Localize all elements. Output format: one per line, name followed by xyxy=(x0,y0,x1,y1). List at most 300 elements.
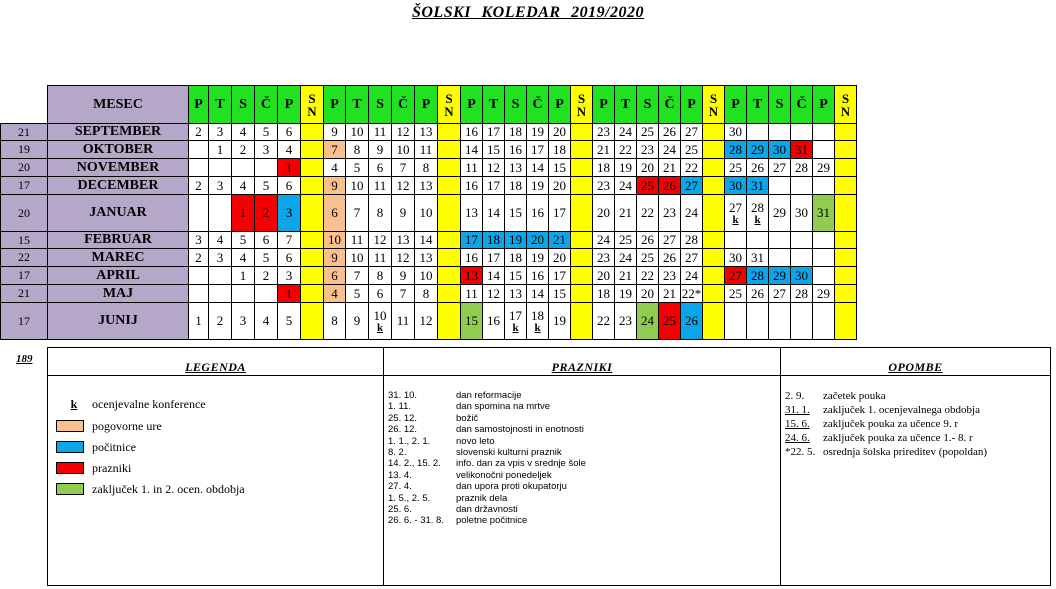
day-cell: 9 xyxy=(392,195,415,232)
day-cell: 20 xyxy=(549,124,571,141)
day-cell: 1 xyxy=(232,195,255,232)
holiday-date: 1. 5., 2. 5. xyxy=(388,492,431,504)
holiday-date: 14. 2., 15. 2. xyxy=(388,458,441,470)
month-header: MESEC xyxy=(48,86,189,124)
weekday-header: P xyxy=(725,86,747,124)
day-cell: 27 xyxy=(659,232,681,249)
day-cell: 9 xyxy=(392,267,415,285)
legend-title: LEGENDA xyxy=(185,360,246,374)
day-cell: 5 xyxy=(232,232,255,249)
day-cell xyxy=(747,195,769,232)
school-days-count: 20 xyxy=(1,195,48,232)
day-cell: 7 xyxy=(346,195,369,232)
day-cell: 11 xyxy=(392,303,415,340)
legend-section xyxy=(48,348,384,585)
day-cell xyxy=(791,177,813,195)
weekend-cell xyxy=(438,232,461,249)
note-text: začetek pouka xyxy=(823,390,886,402)
day-cell: 12 xyxy=(415,303,438,340)
day-cell xyxy=(725,232,747,249)
weekend-cell xyxy=(571,159,593,177)
day-cell: 14 xyxy=(483,267,505,285)
school-days-count: 17 xyxy=(1,177,48,195)
weekday-header: P xyxy=(324,86,346,124)
weekend-cell xyxy=(835,249,857,267)
day-cell: 28 xyxy=(681,232,703,249)
day-cell: 1 xyxy=(278,159,301,177)
weekday-header: S xyxy=(232,86,255,124)
day-cell: 1 xyxy=(278,285,301,303)
day-cell: 20 xyxy=(637,285,659,303)
month-name: APRIL xyxy=(48,267,189,285)
holiday-name: dan reformacije xyxy=(456,390,522,401)
day-cell: 25 xyxy=(681,141,703,159)
weekday-header: P xyxy=(813,86,835,124)
day-cell: 11 xyxy=(461,159,483,177)
holiday-name: dan upora proti okupatorju xyxy=(456,481,567,493)
day-cell: 16 xyxy=(505,141,527,159)
holiday-name: dan državnosti xyxy=(456,504,518,515)
weekend-cell xyxy=(571,249,593,267)
note-date: 31. 1. xyxy=(785,404,810,416)
day-cell xyxy=(232,159,255,177)
day-cell xyxy=(725,195,747,232)
day-cell: 11 xyxy=(369,124,392,141)
day-cell: 6 xyxy=(278,177,301,195)
day-cell: 21 xyxy=(615,195,637,232)
day-cell xyxy=(209,159,232,177)
weekday-header: P xyxy=(593,86,615,124)
day-cell: 21 xyxy=(659,159,681,177)
weekend-cell xyxy=(703,285,725,303)
school-days-count: 17 xyxy=(1,303,48,340)
day-cell: 20 xyxy=(527,232,549,249)
day-cell: 1 xyxy=(209,141,232,159)
day-cell: 4 xyxy=(278,141,301,159)
weekend-cell xyxy=(835,303,857,340)
calendar-table xyxy=(0,85,857,340)
day-cell: 22 xyxy=(637,195,659,232)
day-cell xyxy=(369,303,392,340)
day-cell: 10 xyxy=(415,195,438,232)
holiday-name: božič xyxy=(456,412,479,424)
weekend-cell xyxy=(703,195,725,232)
day-cell: 11 xyxy=(461,285,483,303)
day-cell: 20 xyxy=(549,177,571,195)
day-cell: 6 xyxy=(278,124,301,141)
day-cell: 29 xyxy=(769,195,791,232)
legend-swatch xyxy=(56,441,84,453)
day-cell: 24 xyxy=(637,303,659,340)
day-number: 10 xyxy=(373,307,387,323)
weekday-header: P xyxy=(461,86,483,124)
day-cell: 6 xyxy=(324,195,346,232)
month-name: SEPTEMBER xyxy=(48,124,189,141)
legend-label: zaključek 1. in 2. ocen. obdobja xyxy=(92,482,245,496)
day-cell: 10 xyxy=(346,124,369,141)
day-cell: 5 xyxy=(278,303,301,340)
day-cell: 30 xyxy=(725,177,747,195)
day-cell: 31 xyxy=(813,195,835,232)
day-cell xyxy=(189,285,209,303)
note-date: 15. 6. xyxy=(785,418,810,430)
day-cell: 19 xyxy=(527,124,549,141)
day-cell: 30 xyxy=(769,141,791,159)
day-cell xyxy=(747,303,769,340)
day-cell: 18 xyxy=(593,285,615,303)
weekday-header: P xyxy=(681,86,703,124)
day-cell: 24 xyxy=(659,141,681,159)
day-cell: 23 xyxy=(615,303,637,340)
month-row xyxy=(1,141,857,159)
day-cell: 5 xyxy=(255,124,278,141)
day-cell: 25 xyxy=(659,303,681,340)
day-cell: 3 xyxy=(255,141,278,159)
day-cell: 6 xyxy=(369,159,392,177)
month-row xyxy=(1,232,857,249)
day-cell: 17 xyxy=(549,195,571,232)
day-cell xyxy=(747,232,769,249)
legend-swatch xyxy=(56,462,84,474)
day-cell: 6 xyxy=(324,267,346,285)
note-text: zaključek 1. ocenjevalnega obdobja xyxy=(823,404,980,416)
day-number: 28 xyxy=(751,199,764,215)
day-cell: 28 xyxy=(791,285,813,303)
day-cell: 19 xyxy=(549,303,571,340)
day-cell: 10 xyxy=(346,249,369,267)
day-cell: 12 xyxy=(392,249,415,267)
weekday-header: Č xyxy=(659,86,681,124)
day-cell: 24 xyxy=(593,232,615,249)
weekend-cell xyxy=(571,303,593,340)
weekend-header: S N xyxy=(835,86,857,124)
day-cell: 28 xyxy=(725,141,747,159)
day-cell: 18 xyxy=(593,159,615,177)
day-cell: 29 xyxy=(747,141,769,159)
day-cell: 2 xyxy=(255,195,278,232)
day-cell: 9 xyxy=(324,177,346,195)
weekend-cell xyxy=(438,141,461,159)
weekend-cell xyxy=(301,195,324,232)
weekend-cell xyxy=(835,232,857,249)
notes-title: OPOMBE xyxy=(888,360,943,374)
day-cell: 12 xyxy=(392,124,415,141)
day-cell: 25 xyxy=(637,177,659,195)
day-cell: 22 xyxy=(637,267,659,285)
weekend-cell xyxy=(835,177,857,195)
day-cell xyxy=(813,267,835,285)
day-cell: 7 xyxy=(392,285,415,303)
day-cell: 2 xyxy=(209,303,232,340)
day-cell: 4 xyxy=(324,285,346,303)
day-cell: 10 xyxy=(346,177,369,195)
page-title: ŠOLSKI KOLEDAR 2019/2020 xyxy=(411,4,645,21)
legend-label: prazniki xyxy=(92,461,132,475)
day-cell: 2 xyxy=(189,124,209,141)
month-name: NOVEMBER xyxy=(48,159,189,177)
legend-panel xyxy=(47,347,1051,586)
day-cell xyxy=(255,159,278,177)
weekend-cell xyxy=(571,285,593,303)
weekend-cell xyxy=(438,159,461,177)
day-cell xyxy=(209,285,232,303)
month-name: MAJ xyxy=(48,285,189,303)
school-days-count: 21 xyxy=(1,285,48,303)
day-cell xyxy=(232,285,255,303)
day-cell: 9 xyxy=(324,249,346,267)
month-name: JANUAR xyxy=(48,195,189,232)
weekend-cell xyxy=(835,267,857,285)
day-cell: 22 xyxy=(681,159,703,177)
day-cell: 25 xyxy=(637,124,659,141)
weekend-header: S N xyxy=(703,86,725,124)
day-cell: 3 xyxy=(209,124,232,141)
holiday-date: 1. 11. xyxy=(388,401,412,413)
day-cell: 27 xyxy=(681,177,703,195)
weekend-cell xyxy=(301,285,324,303)
holiday-date: 31. 10. xyxy=(388,390,418,401)
day-cell: 27 xyxy=(769,159,791,177)
holiday-date: 25. 12. xyxy=(388,412,418,424)
day-cell: 9 xyxy=(324,124,346,141)
weekday-header: P xyxy=(189,86,209,124)
weekend-cell xyxy=(301,124,324,141)
weekday-header: Č xyxy=(527,86,549,124)
day-cell: 26 xyxy=(659,177,681,195)
day-cell xyxy=(189,141,209,159)
month-row xyxy=(1,303,857,340)
day-cell: 2 xyxy=(232,141,255,159)
holiday-date: 26. 6. - 31. 8. xyxy=(388,515,444,527)
day-cell: 4 xyxy=(255,303,278,340)
weekend-cell xyxy=(571,195,593,232)
day-cell: 21 xyxy=(615,267,637,285)
day-cell: 7 xyxy=(324,141,346,159)
day-cell: 23 xyxy=(659,195,681,232)
day-cell: 5 xyxy=(346,285,369,303)
holiday-name: praznik dela xyxy=(456,492,508,504)
day-cell: 18 xyxy=(505,177,527,195)
day-number: 18 xyxy=(531,307,544,323)
day-cell: 3 xyxy=(209,249,232,267)
day-cell xyxy=(747,124,769,141)
weekend-cell xyxy=(703,141,725,159)
day-cell: 4 xyxy=(232,249,255,267)
day-cell: 22 xyxy=(615,141,637,159)
weekday-header: T xyxy=(615,86,637,124)
day-cell: 18 xyxy=(549,141,571,159)
school-days-count: 21 xyxy=(1,124,48,141)
weekend-cell xyxy=(703,124,725,141)
day-cell: 15 xyxy=(549,285,571,303)
weekend-cell xyxy=(438,303,461,340)
day-cell: 28 xyxy=(747,267,769,285)
day-cell: 26 xyxy=(681,303,703,340)
holiday-name: dan samostojnosti in enotnosti xyxy=(456,424,584,436)
weekday-header: S xyxy=(505,86,527,124)
day-cell: 29 xyxy=(769,267,791,285)
day-cell: 24 xyxy=(615,177,637,195)
school-days-count: 19 xyxy=(1,141,48,159)
day-cell: 5 xyxy=(255,249,278,267)
day-cell: 28 xyxy=(791,159,813,177)
legend-swatch xyxy=(56,420,84,432)
weekday-header: S xyxy=(369,86,392,124)
note-date: 2. 9. xyxy=(785,390,805,402)
month-row xyxy=(1,124,857,141)
weekend-cell xyxy=(438,177,461,195)
weekday-header: T xyxy=(346,86,369,124)
day-cell: 25 xyxy=(725,159,747,177)
day-cell: 2 xyxy=(189,177,209,195)
day-cell: 31 xyxy=(747,249,769,267)
day-cell: 6 xyxy=(278,249,301,267)
day-cell: 13 xyxy=(461,195,483,232)
day-cell: 8 xyxy=(415,285,438,303)
day-cell xyxy=(813,141,835,159)
day-cell: 16 xyxy=(483,303,505,340)
holidays-title: PRAZNIKI xyxy=(551,360,613,374)
day-cell: 6 xyxy=(255,232,278,249)
weekend-cell xyxy=(438,124,461,141)
holiday-name: velikonočni ponedeljek xyxy=(456,469,552,481)
school-days-count: 22 xyxy=(1,249,48,267)
day-cell: 11 xyxy=(415,141,438,159)
weekday-header: P xyxy=(278,86,301,124)
legend-label: pogovorne ure xyxy=(92,419,162,433)
day-cell: 15 xyxy=(461,303,483,340)
weekend-cell xyxy=(438,249,461,267)
day-cell: 14 xyxy=(415,232,438,249)
day-cell: 1 xyxy=(232,267,255,285)
day-cell: 5 xyxy=(346,159,369,177)
month-name: FEBRUAR xyxy=(48,232,189,249)
day-cell: 21 xyxy=(593,141,615,159)
total-days-count: 189 xyxy=(16,353,33,365)
conference-marker: k xyxy=(754,213,761,226)
legend-label: ocenjevalne konference xyxy=(92,397,206,411)
weekend-header: S N xyxy=(301,86,324,124)
day-cell: 8 xyxy=(369,195,392,232)
note-text: zaključek pouka za učence 9. r xyxy=(823,418,958,430)
weekday-header: P xyxy=(549,86,571,124)
day-cell: 16 xyxy=(461,249,483,267)
day-cell: 3 xyxy=(209,177,232,195)
weekend-cell xyxy=(301,249,324,267)
holiday-name: info. dan za vpis v srednje šole xyxy=(456,458,586,470)
day-cell: 16 xyxy=(527,267,549,285)
weekend-cell xyxy=(301,232,324,249)
day-cell: 7 xyxy=(278,232,301,249)
day-cell: 4 xyxy=(209,232,232,249)
day-cell: 16 xyxy=(461,124,483,141)
day-cell xyxy=(769,177,791,195)
day-cell: 11 xyxy=(369,249,392,267)
day-cell: 29 xyxy=(813,285,835,303)
weekend-cell xyxy=(571,141,593,159)
day-cell: 17 xyxy=(483,124,505,141)
day-cell: 13 xyxy=(415,249,438,267)
day-cell: 11 xyxy=(369,177,392,195)
day-cell xyxy=(791,232,813,249)
weekday-header: Č xyxy=(791,86,813,124)
weekend-cell xyxy=(703,267,725,285)
day-cell: 13 xyxy=(392,232,415,249)
day-cell: 16 xyxy=(527,195,549,232)
weekday-header: S xyxy=(637,86,659,124)
weekend-header: S N xyxy=(571,86,593,124)
holiday-name: slovenski kulturni praznik xyxy=(456,447,562,458)
day-cell: 6 xyxy=(369,285,392,303)
day-cell xyxy=(813,249,835,267)
day-cell xyxy=(725,303,747,340)
note-date: *22. 5. xyxy=(785,446,816,458)
day-cell: 27 xyxy=(681,249,703,267)
day-cell xyxy=(769,232,791,249)
weekday-header: T xyxy=(483,86,505,124)
day-cell: 26 xyxy=(637,232,659,249)
day-cell xyxy=(791,303,813,340)
weekend-cell xyxy=(835,195,857,232)
holiday-date: 25. 6. xyxy=(388,504,412,515)
note-date: 24. 6. xyxy=(785,432,810,444)
day-cell: 4 xyxy=(232,124,255,141)
weekend-cell xyxy=(703,177,725,195)
day-cell xyxy=(209,195,232,232)
day-cell xyxy=(209,267,232,285)
day-cell: 14 xyxy=(527,159,549,177)
day-cell xyxy=(769,249,791,267)
legend-label: počitnice xyxy=(92,440,136,454)
day-cell: 2 xyxy=(189,249,209,267)
day-cell: 30 xyxy=(725,249,747,267)
weekday-header: S xyxy=(769,86,791,124)
day-cell xyxy=(189,195,209,232)
day-cell: 24 xyxy=(615,249,637,267)
month-row xyxy=(1,195,857,232)
conference-marker: k xyxy=(376,321,384,334)
conference-marker: k xyxy=(512,321,519,334)
day-number: 27 xyxy=(729,199,742,215)
day-cell: 31 xyxy=(747,177,769,195)
day-cell xyxy=(189,159,209,177)
day-cell: 12 xyxy=(369,232,392,249)
day-cell: 22* xyxy=(681,285,702,301)
day-cell xyxy=(189,267,209,285)
weekend-cell xyxy=(438,285,461,303)
day-cell xyxy=(813,124,835,141)
month-row xyxy=(1,159,857,177)
month-name: OKTOBER xyxy=(48,141,189,159)
day-cell: 8 xyxy=(346,141,369,159)
conference-marker: k xyxy=(732,213,739,226)
day-cell xyxy=(527,303,549,340)
month-name: DECEMBER xyxy=(48,177,189,195)
weekend-cell xyxy=(703,232,725,249)
day-cell: 18 xyxy=(505,249,527,267)
day-cell: 17 xyxy=(483,249,505,267)
school-days-count: 20 xyxy=(1,159,48,177)
day-cell xyxy=(769,303,791,340)
day-cell xyxy=(769,124,791,141)
weekday-header: T xyxy=(209,86,232,124)
weekend-cell xyxy=(703,249,725,267)
day-cell: 19 xyxy=(615,159,637,177)
day-cell: 25 xyxy=(637,249,659,267)
day-cell: 23 xyxy=(593,249,615,267)
day-cell: 21 xyxy=(659,285,681,303)
holiday-date: 26. 12. xyxy=(388,424,418,436)
